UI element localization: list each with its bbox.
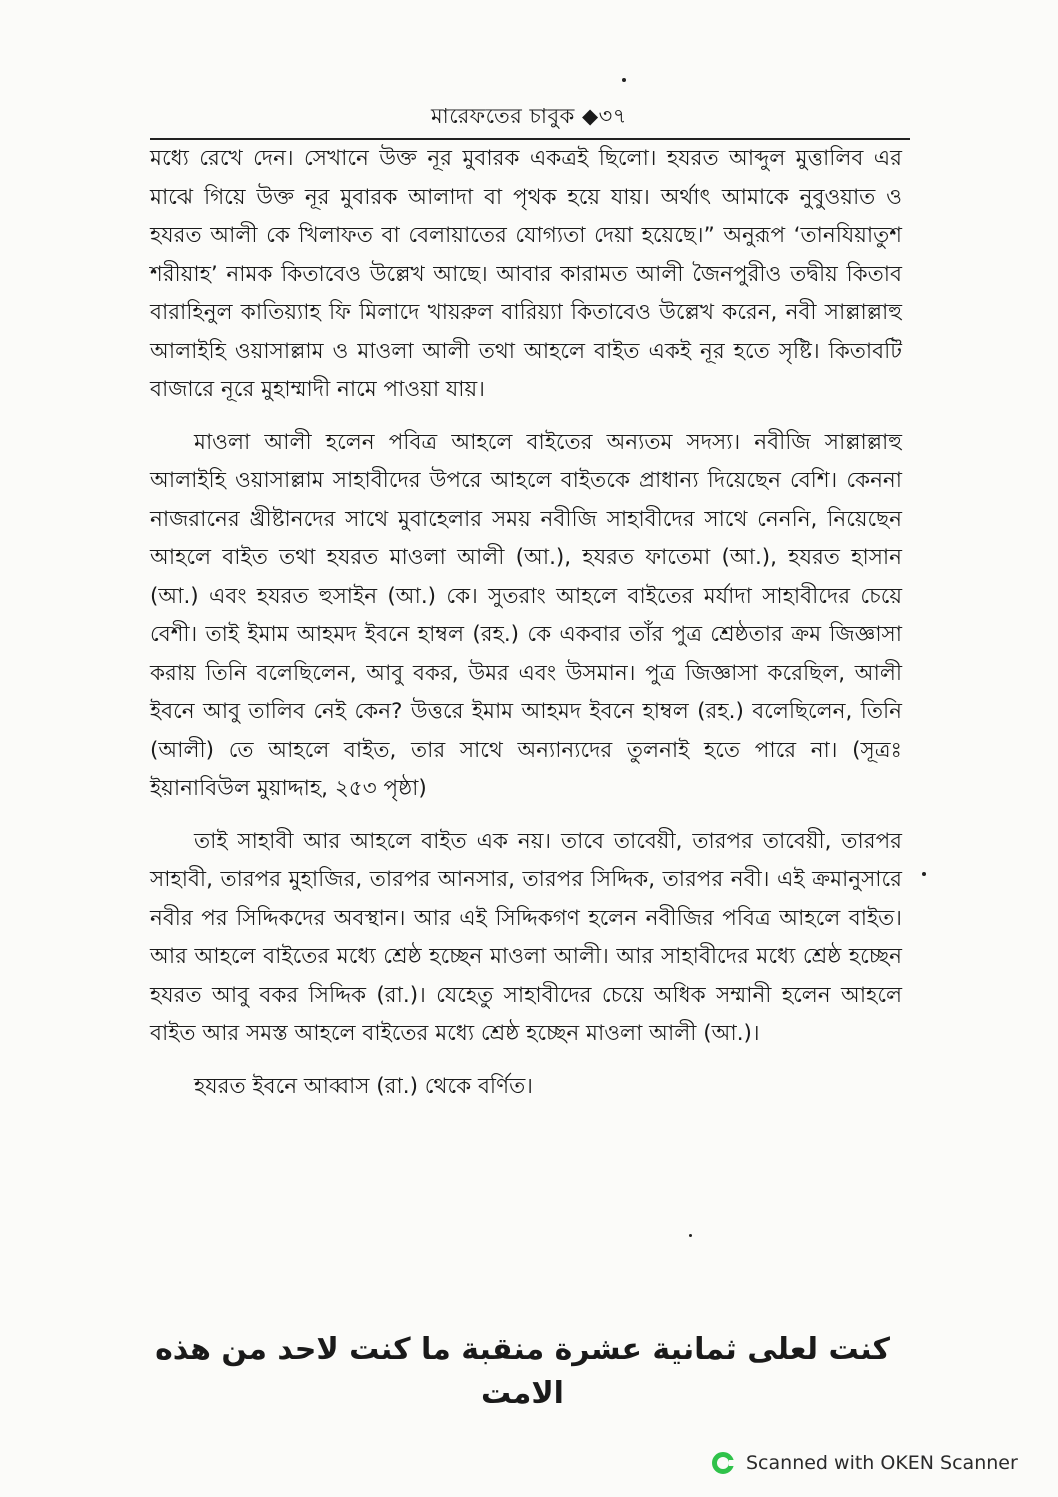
scan-speck	[689, 1234, 692, 1237]
paragraph-sahabi-ahle-bait: তাই সাহাবী আর আহলে বাইত এক নয়। তাবে তাবেয়ী, তারপর তাবেয়ী, তারপর সাহাবী, তারপর মুহাজির, তারপর আনসার, তারপর সিদ্দিক, তারপর নবী। এই ক্রমানুসারে নবীর পর সিদ্দিকদের অবস্থান। আর এই সিদ্দিকগণ হলেন নবীজির পবিত্র আহলে বাইত। আর আহলে বাইতের মধ্যে শ্রেষ্ঠ হচ্ছেন মাওলা আলী। আর সাহাবীদের মধ্যে শ্রেষ্ঠ হচ্ছেন হযরত আবু বকর সিদ্দিক (রা.)। যেহেতু সাহাবীদের চেয়ে অধিক সম্মানী হলেন আহলে বাইত আর সমস্ত আহলে বাইতের মধ্যে শ্রেষ্ঠ হচ্ছেন মাওলা আলী (আ.)।	[150, 828, 902, 1046]
body-text	[150, 140, 902, 1120]
paragraph-narration-intro: হযরত ইবনে আব্বাস (রা.) থেকে বর্ণিত।	[194, 1073, 533, 1099]
oken-scanner-logo-icon	[712, 1452, 734, 1474]
paragraph-continued: মধ্যে রেখে দেন। সেখানে উক্ত নূর মুবারক একত্রই ছিলো। হযরত আব্দুল মুত্তালিব এর মাঝে গিয়ে উক্ত নূর মুবারক আলাদা বা পৃথক হয়ে যায়। অর্থাৎ আমাকে নুবুওয়াত ও হযরত আলী কে খিলাফত বা বেলায়াতের যোগ্যতা দেয়া হয়েছে।” অনুরূপ ‘তানযিয়াতুশ শরীয়াহ’ নামক কিতাবেও উল্লেখ আছে। আবার কারামত আলী জৈনপুরীও তদ্বীয় কিতাব বারাহিনুল কাতিয়্যাহ ফি মিলাদে খায়রুল বারিয়্যা কিতাবেও উল্লেখ করেন, নবী সাল্লাল্লাহু আলাইহি ওয়াসাল্লাম ও মাওলা আলী তথা আহলে বাইত একই নূর হতে সৃষ্টি। কিতাবটি বাজারে নূরে মুহাম্মাদী নামে পাওয়া যায়।	[150, 146, 902, 402]
arabic-quotation: كنت لعلى ثمانية عشرة منقبة ما كنت لاحد من هذه الامت	[155, 1332, 890, 1411]
paragraph-mawla-ali: মাওলা আলী হলেন পবিত্র আহলে বাইতের অন্যতম সদস্য। নবীজি সাল্লাল্লাহু আলাইহি ওয়াসাল্লাম সাহাবীদের উপরে আহলে বাইতকে প্রাধান্য দিয়েছেন বেশি। কেননা নাজরানের খ্রীষ্টানদের সাথে মুবাহেলার সময় নবীজি সাহাবীদের সাথে নেননি, নিয়েছেন আহলে বাইত তথা হযরত মাওলা আলী (আ.), হযরত ফাতেমা (আ.), হযরত হাসান (আ.) এবং হযরত হুসাইন (আ.) কে। সুতরাং আহলে বাইতের মর্যাদা সাহাবীদের চেয়ে বেশী। তাই ইমাম আহমদ ইবনে হাম্বল (রহ.) কে একবার তাঁর পুত্র শ্রেষ্ঠতার ক্রম জিজ্ঞাসা করায় তিনি বলেছিলেন, আবু বকর, উমর এবং উসমান। পুত্র জিজ্ঞাসা করেছিল, আলী ইবনে আবু তালিব নেই কেন? উত্তরে ইমাম আহমদ ইবনে হাম্বল (রহ.) বলেছিলেন, তিনি (আলী) তে আহলে বাইত, তার সাথে অন্যান্যদের তুলনাই হতে পারে না। (সূত্রঃ ইয়ানাবিউল মুয়াদ্দাহ, ২৫৩ পৃষ্ঠা)	[150, 429, 902, 801]
scan-speck	[622, 78, 626, 82]
running-header: মারেফতের চাবুক ◆৩৭	[431, 104, 627, 128]
scanner-watermark	[712, 1449, 1018, 1477]
scan-speck	[922, 872, 926, 876]
scanner-watermark-label: Scanned with OKEN Scanner	[746, 1452, 1018, 1474]
